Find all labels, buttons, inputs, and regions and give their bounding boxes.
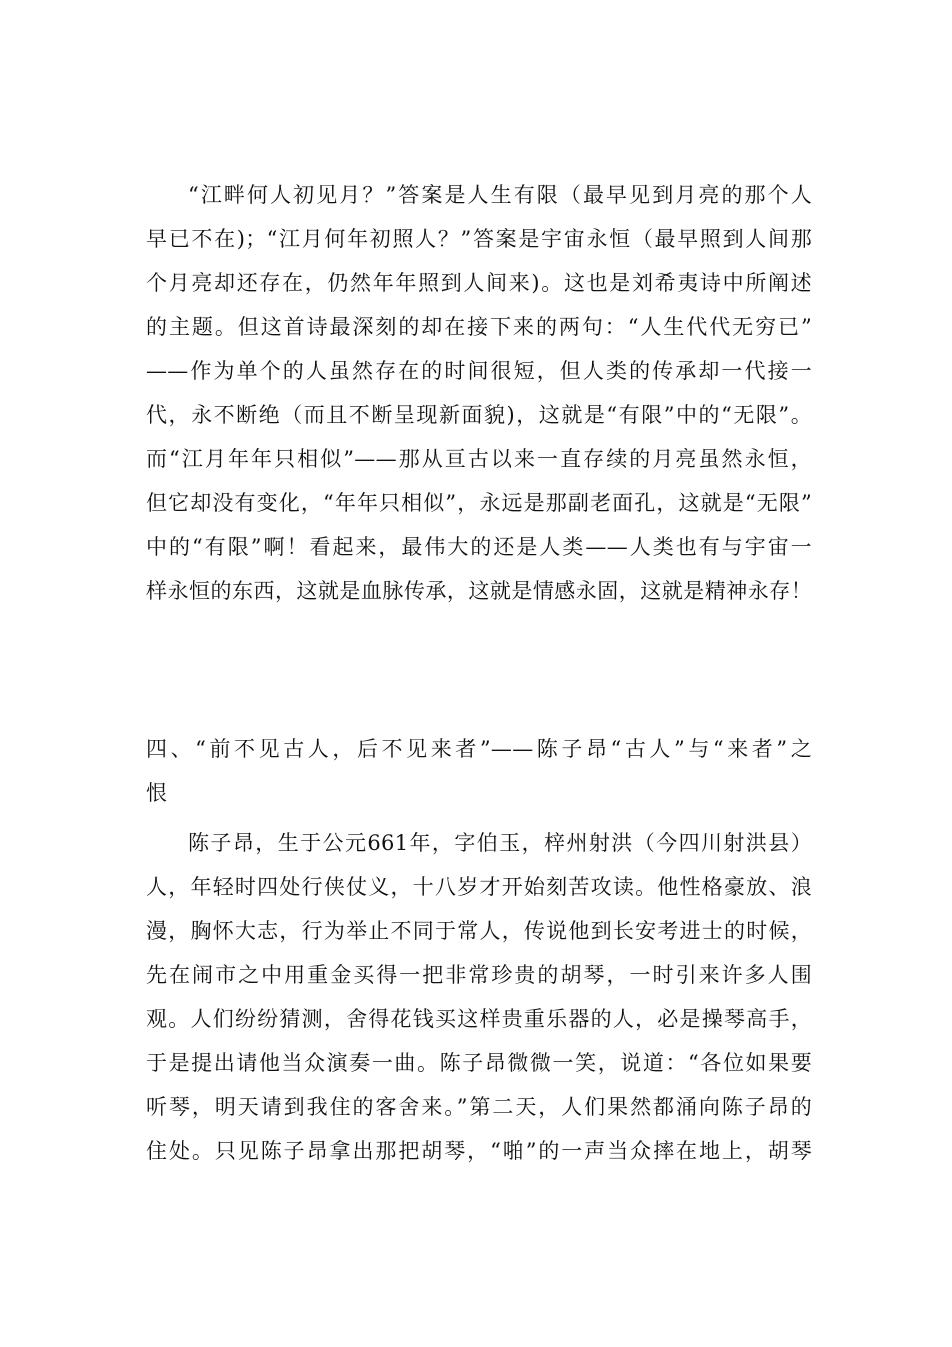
heading-line: 四、“前不见古人，后不见来者”——陈子昂“古人”与“来者”之 <box>146 737 812 761</box>
text-line: 陈子昂，生于公元661年，字伯玉，梓州射洪（今四川射洪县） <box>188 831 812 855</box>
paragraph-chen-ziang <box>146 821 812 1173</box>
text-line: 观。人们纷纷猜测，舍得花钱买这样贵重乐器的人，必是操琴高手， <box>146 1007 812 1031</box>
text-line: 的主题。但这首诗最深刻的却在接下来的两句：“人生代代无穷已” <box>146 315 812 339</box>
text-line: 先在闹市之中用重金买得一把非常珍贵的胡琴，一时引来许多人围 <box>146 963 812 987</box>
text-line: 而“江月年年只相似”——那从亘古以来一直存续的月亮虽然永恒， <box>146 447 812 471</box>
text-line: 代，永不断绝（而且不断呈现新面貌)，这就是“有限”中的“无限”。 <box>146 403 812 427</box>
text-line: 听琴，明天请到我住的客舍来。”第二天，人们果然都涌向陈子昂的 <box>146 1095 812 1119</box>
text-line: “江畔何人初见月？”答案是人生有限（最早见到月亮的那个人 <box>188 183 812 207</box>
text-line: 漫，胸怀大志，行为举止不同于常人，传说他到长安考进士的时候， <box>146 919 812 943</box>
text-line: ——作为单个的人虽然存在的时间很短，但人类的传承却一代接一 <box>146 359 812 383</box>
text-line: 个月亮却还存在，仍然年年照到人间来)。这也是刘希夷诗中所阐述 <box>146 271 812 295</box>
paragraph-moon-eternity <box>146 173 812 613</box>
section-heading <box>146 727 812 815</box>
text-line: 住处。只见陈子昂拿出那把胡琴，“啪”的一声当众摔在地上，胡琴 <box>146 1139 812 1163</box>
text-line: 人，年轻时四处行侠仗义，十八岁才开始刻苦攻读。他性格豪放、浪 <box>146 875 812 899</box>
text-line: 中的“有限”啊！看起来，最伟大的还是人类——人类也有与宇宙一 <box>146 535 812 559</box>
text-line: 但它却没有变化，“年年只相似”，永远是那副老面孔，这就是“无限” <box>146 491 812 515</box>
heading-line: 恨 <box>146 781 168 805</box>
text-line: 于是提出请他当众演奏一曲。陈子昂微微一笑，说道：“各位如果要 <box>146 1051 812 1075</box>
text-line: 早已不在)；“江月何年初照人？”答案是宇宙永恒（最早照到人间那 <box>146 227 812 251</box>
text-line: 样永恒的东西，这就是血脉传承，这就是情感永固，这就是精神永存！ <box>146 579 812 603</box>
